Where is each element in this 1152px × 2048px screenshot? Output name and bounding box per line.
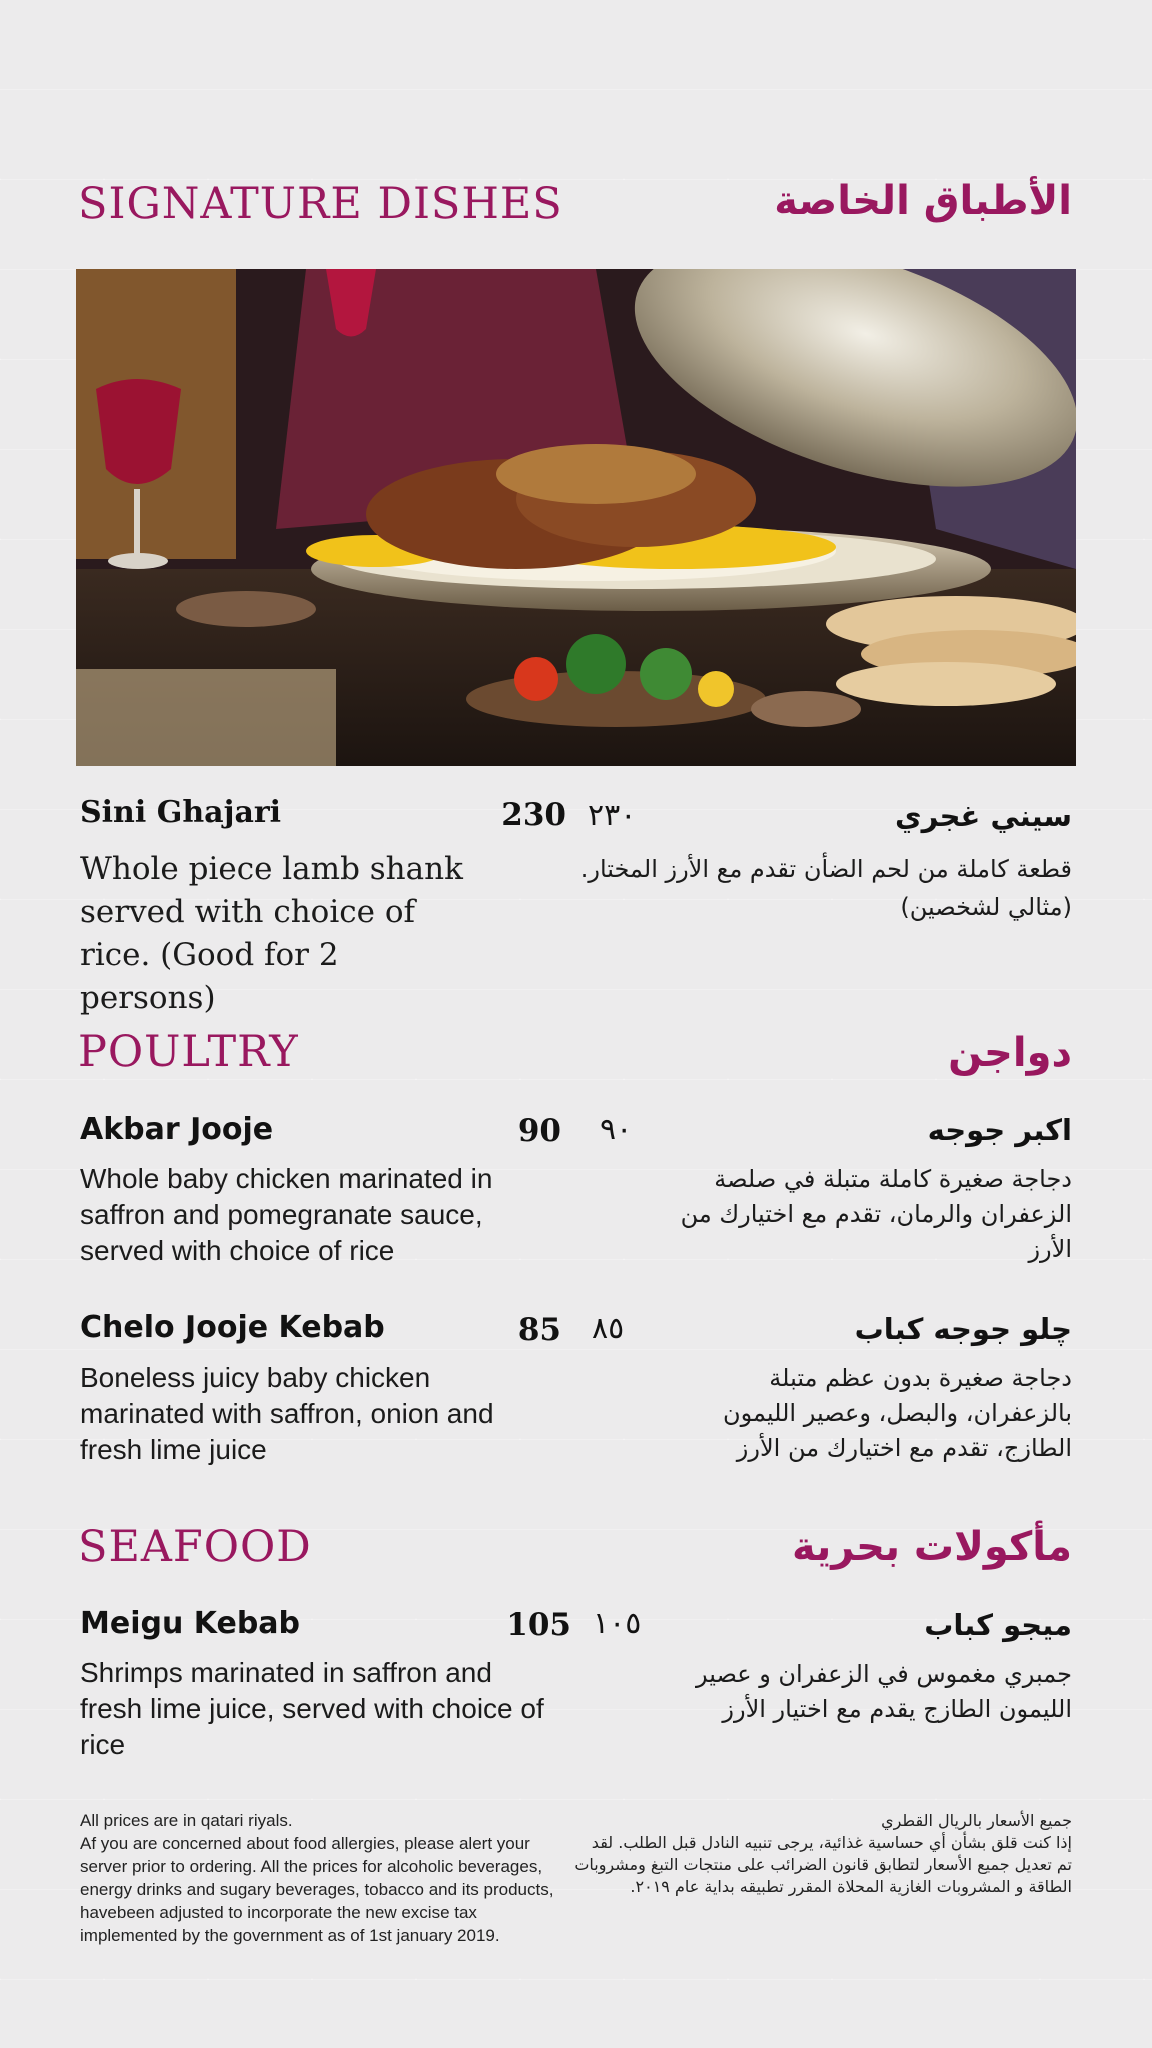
dish-name-ar-meigu-kebab: ميجو كباب xyxy=(924,1608,1072,1642)
dish-desc-sini-ghajari: Whole piece lamb shank served with choice of rice. (Good for 2 persons) xyxy=(80,851,463,1016)
footer-note-en xyxy=(80,1809,570,1947)
price-ar-sini-ghajari: ٢٣٠ xyxy=(588,798,637,833)
dish-name-sini-ghajari: Sini Ghajari xyxy=(80,795,282,830)
dish-desc-akbar-jooje: Whole baby chicken marinated in saffron and pomegranate sauce, served with choice of rice xyxy=(80,1163,493,1266)
section-title-poultry-ar: دواجن xyxy=(948,1030,1072,1076)
section-title-seafood-ar: مأكولات بحرية xyxy=(791,1524,1072,1570)
signature-dish-illustration xyxy=(76,269,1076,766)
section-title-signature: SIGNATURE DISHES xyxy=(78,179,563,229)
dish-desc-ar-akbar-jooje: دجاجة صغيرة كاملة متبلة في صلصة الزعفران والرمان، تقدم مع اختيارك من الأرز xyxy=(680,1165,1072,1263)
currency-note: All prices are in qatari riyals. xyxy=(80,1811,293,1830)
section-title-seafood: SEAFOOD xyxy=(78,1522,312,1572)
dish-name-meigu-kebab: Meigu Kebab xyxy=(80,1606,301,1641)
section-title-signature-ar: الأطباق الخاصة xyxy=(774,178,1072,224)
allergy-tax-note-ar: إذا كنت قلق بشأن أي حساسية غذائية، يرجى تنبيه النادل قبل الطلب. لقد تم تعديل جميع الأسعار لتطابق قانون الضرائب على منتجات التبغ ومشروبات الطاقة و المشروبات الغازية المحلاة المقرر تطبيقه بداية عام ٢٠١٩. xyxy=(574,1833,1072,1896)
dish-desc-meigu-kebab: Shrimps marinated in saffron and fresh lime juice, served with choice of rice xyxy=(80,1657,544,1760)
price-chelo-jooje-kebab: 85 xyxy=(517,1312,561,1348)
dish-desc-ar-meigu-kebab: جمبري مغموس في الزعفران و عصير الليمون الطازج يقدم مع اختيار الأرز xyxy=(695,1660,1072,1723)
dish-name-ar-sini-ghajari: سيني غجري xyxy=(895,799,1072,833)
section-title-poultry: POULTRY xyxy=(78,1027,299,1077)
currency-note-ar: جميع الأسعار بالريال القطري xyxy=(881,1811,1072,1830)
dish-name-ar-akbar-jooje: اكبر جوجه xyxy=(927,1113,1072,1147)
dish-desc-ar-sini-ghajari: قطعة كاملة من لحم الضأن تقدم مع الأرز المختار. (مثالي لشخصين) xyxy=(580,855,1072,921)
dish-desc-ar-chelo-jooje-kebab: دجاجة صغيرة بدون عظم متبلة بالزعفران، والبصل، وعصير الليمون الطازج، تقدم مع اختيارك من الأرز xyxy=(723,1364,1072,1462)
footer-note-ar xyxy=(572,1810,1072,1898)
dish-name-akbar-jooje: Akbar Jooje xyxy=(80,1112,274,1147)
signature-dish-photo xyxy=(76,269,1076,766)
price-meigu-kebab: 105 xyxy=(506,1607,571,1643)
price-akbar-jooje: 90 xyxy=(517,1113,561,1149)
dish-name-ar-chelo-jooje-kebab: چلو جوجه كباب xyxy=(854,1312,1072,1346)
price-ar-akbar-jooje: ٩٠ xyxy=(600,1112,633,1147)
price-ar-meigu-kebab: ١٠٥ xyxy=(593,1606,642,1641)
dish-desc-chelo-jooje-kebab: Boneless juicy baby chicken marinated with saffron, onion and fresh lime juice xyxy=(80,1362,494,1465)
allergy-tax-note: Af you are concerned about food allergies, please alert your server prior to ordering. All the prices for alcoholic beverages, energy drinks and sugary beverages, tobacco and its products, havebeen adjusted to incorporate the new excise tax implemented by the government as of 1st january 2019. xyxy=(80,1834,554,1945)
price-sini-ghajari: 230 xyxy=(501,797,566,833)
dish-name-chelo-jooje-kebab: Chelo Jooje Kebab xyxy=(80,1310,385,1345)
price-ar-chelo-jooje-kebab: ٨٥ xyxy=(592,1311,625,1346)
